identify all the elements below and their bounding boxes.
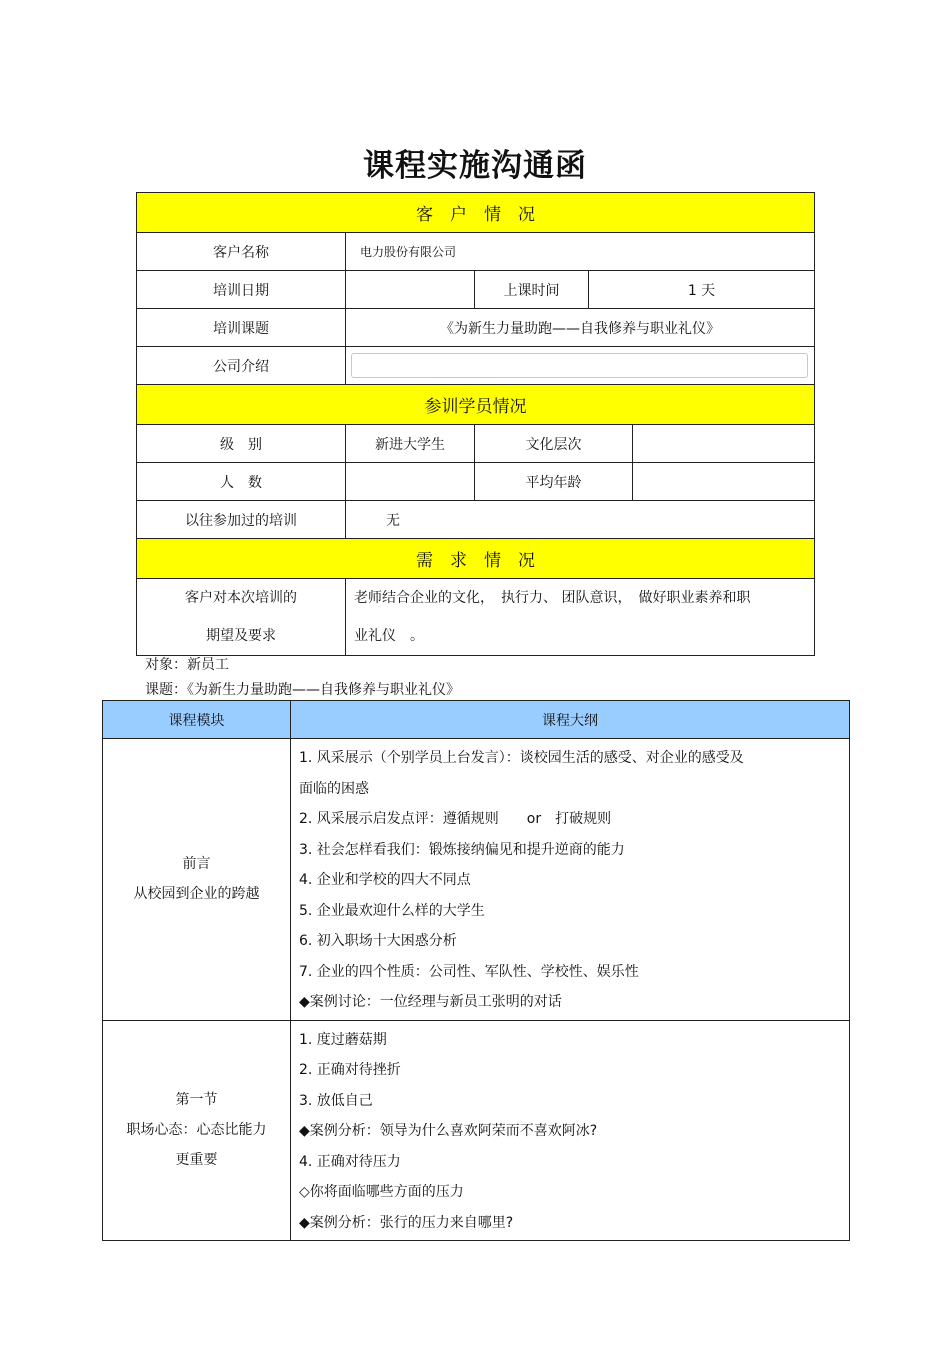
culture-value xyxy=(633,425,815,463)
training-date-label: 培训日期 xyxy=(137,271,346,309)
module-name-line: 第一节 xyxy=(175,1092,218,1109)
outline-item: 7. 企业的四个性质：公司性、军队性、学校性、娱乐性 xyxy=(299,963,639,980)
past-training-value: 无 xyxy=(346,501,815,539)
client-name-label: 客户名称 xyxy=(137,233,346,271)
client-info-table xyxy=(136,192,815,656)
module-outline-intro xyxy=(291,739,850,1021)
outline-item: 面临的困惑 xyxy=(299,780,369,797)
outline-item: ◆案例分析：张行的压力来自哪里? xyxy=(299,1214,514,1231)
outline-item: 1. 度过蘑菇期 xyxy=(299,1031,387,1048)
outline-item: 4. 企业和学校的四大不同点 xyxy=(299,872,471,888)
module-outline-section1 xyxy=(291,1020,850,1241)
company-intro-cell xyxy=(346,347,815,385)
age-value xyxy=(633,463,815,501)
company-intro-label: 公司介绍 xyxy=(137,347,346,385)
outline-item: ◇你将面临哪些方面的压力 xyxy=(299,1184,464,1200)
expectation-label-line1: 客户对本次培训的 xyxy=(185,590,297,606)
outline-item: 5. 企业最欢迎什么样的大学生 xyxy=(299,902,485,919)
course-topic: 课题：《为新生力量助跑——自我修养与职业礼仪》 xyxy=(145,682,460,698)
outline-item: ◆案例讨论：一位经理与新员工张明的对话 xyxy=(299,994,562,1010)
company-intro-field[interactable] xyxy=(351,353,808,378)
module-name-line: 从校园到企业的跨越 xyxy=(133,886,260,903)
target-audience: 对象：新员工 xyxy=(145,657,229,673)
class-time-value: 1 天 xyxy=(589,271,815,309)
outline-item: 4. 正确对待压力 xyxy=(299,1153,401,1170)
course-outline-table xyxy=(102,700,850,1241)
training-topic-label: 培训课题 xyxy=(137,309,346,347)
level-value: 新进大学生 xyxy=(346,425,475,463)
training-topic-value: 《为新生力量助跑——自我修养与职业礼仪》 xyxy=(346,309,815,347)
outline-column-header: 课程大纲 xyxy=(291,701,850,739)
module-name-section1 xyxy=(103,1020,291,1241)
count-value xyxy=(346,463,475,501)
expectation-label xyxy=(137,579,346,656)
outline-item: 2. 风采展示启发点评：遵循规则 or 打破规则 xyxy=(299,811,612,827)
expectation-value-line2: 业礼仪 。 xyxy=(354,628,424,644)
client-name-value: 电力股份有限公司 xyxy=(346,233,815,271)
page-title: 课程实施沟通函 xyxy=(363,148,587,184)
outline-item: 2. 正确对待挫折 xyxy=(299,1062,401,1078)
trainee-section-header: 参训学员情况 xyxy=(137,385,815,425)
age-label: 平均年龄 xyxy=(475,463,633,501)
class-time-label: 上课时间 xyxy=(475,271,589,309)
expectation-value-line1: 老师结合企业的文化， 执行力、 团队意识， 做好职业素养和职 xyxy=(354,590,751,606)
past-training-label: 以往参加过的培训 xyxy=(137,501,346,539)
expectation-value xyxy=(346,579,815,656)
outline-item: 3. 放低自己 xyxy=(299,1092,373,1109)
demand-section-header: 需 求 情 况 xyxy=(137,539,815,579)
expectation-label-line2: 期望及要求 xyxy=(206,628,276,644)
module-name-line: 更重要 xyxy=(175,1152,218,1169)
outline-item: 6. 初入职场十大困惑分析 xyxy=(299,933,457,949)
module-name-intro xyxy=(103,739,291,1021)
level-label: 级 别 xyxy=(137,425,346,463)
outline-item: 1. 风采展示（个别学员上台发言）：谈校园生活的感受、对企业的感受及 xyxy=(299,750,744,766)
client-section-header: 客 户 情 况 xyxy=(137,193,815,233)
module-name-line: 职场心态：心态比能力 xyxy=(126,1122,267,1139)
training-date-value xyxy=(346,271,475,309)
count-label: 人 数 xyxy=(137,463,346,501)
module-column-header: 课程模块 xyxy=(103,701,291,739)
module-name-line: 前言 xyxy=(182,856,211,873)
outline-item: ◆案例分析：领导为什么喜欢阿荣而不喜欢阿冰? xyxy=(299,1123,598,1139)
outline-item: 3. 社会怎样看我们：锻炼接纳偏见和提升逆商的能力 xyxy=(299,841,625,858)
culture-label: 文化层次 xyxy=(475,425,633,463)
